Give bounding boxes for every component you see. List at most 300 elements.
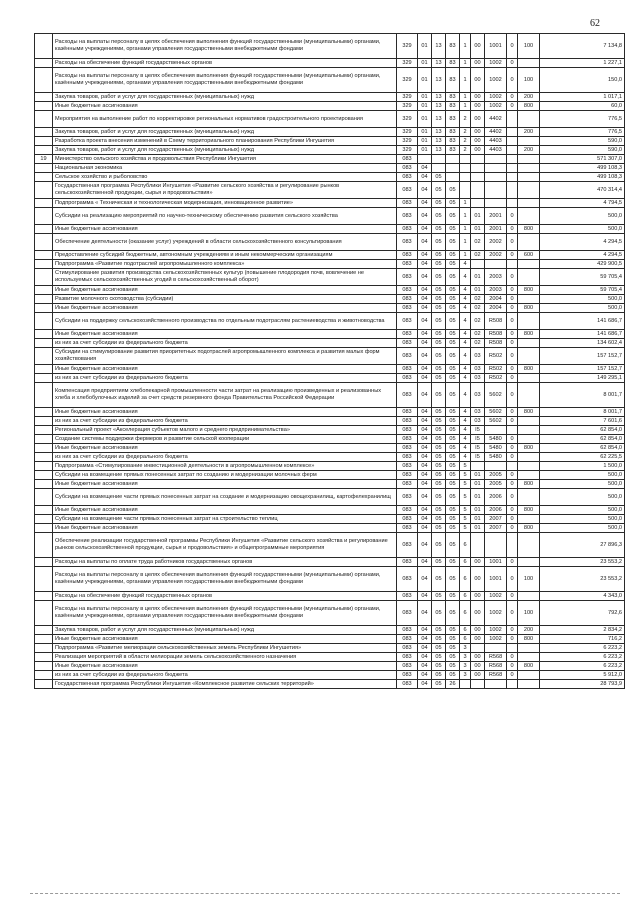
item-name: из них за счет субсидии из федерального бюджета xyxy=(53,339,397,348)
code-program: 05 xyxy=(446,471,460,480)
code-subprogram: 5 xyxy=(460,489,471,506)
code-direction: 5602 xyxy=(485,417,507,426)
code-subprogram: 4 xyxy=(460,313,471,330)
code-extra: 0 xyxy=(507,671,518,680)
code-event: 01 xyxy=(471,489,485,506)
code-expense-type xyxy=(518,558,540,567)
code-admin: 083 xyxy=(397,234,418,251)
table-row xyxy=(35,348,625,365)
code-program: 83 xyxy=(446,93,460,102)
code-subprogram: 5 xyxy=(460,471,471,480)
code-direction xyxy=(485,426,507,435)
code-subsection: 05 xyxy=(432,225,446,234)
code-extra: 0 xyxy=(507,234,518,251)
code-subprogram: 3 xyxy=(460,662,471,671)
code-program: 05 xyxy=(446,182,460,199)
code-subprogram: 1 xyxy=(460,102,471,111)
item-name: Иные бюджетные ассигнования xyxy=(53,506,397,515)
code-admin: 329 xyxy=(397,111,418,128)
code-direction: 2005 xyxy=(485,471,507,480)
code-subprogram: 4 xyxy=(460,304,471,313)
code-program: 83 xyxy=(446,59,460,68)
amount: 59 705,4 xyxy=(540,286,625,295)
code-admin: 329 xyxy=(397,137,418,146)
amount: 500,0 xyxy=(540,480,625,489)
code-extra: 0 xyxy=(507,653,518,662)
code-extra xyxy=(507,426,518,435)
code-program: 05 xyxy=(446,653,460,662)
code-section: 04 xyxy=(418,426,432,435)
code-direction xyxy=(485,164,507,173)
code-extra: 0 xyxy=(507,480,518,489)
table-row xyxy=(35,59,625,68)
code-section: 04 xyxy=(418,339,432,348)
row-index xyxy=(35,365,53,374)
table-row xyxy=(35,128,625,137)
code-event xyxy=(471,173,485,182)
code-subprogram xyxy=(460,164,471,173)
code-expense-type: 800 xyxy=(518,662,540,671)
table-row xyxy=(35,251,625,260)
code-extra xyxy=(507,533,518,558)
code-expense-type: 800 xyxy=(518,408,540,417)
item-name: Субсидии на возмещение прямых понесенных затрат по созданию и модернизации молочных ферм xyxy=(53,471,397,480)
amount: 62 225,5 xyxy=(540,453,625,462)
code-subsection: 05 xyxy=(432,592,446,601)
code-extra xyxy=(507,146,518,155)
amount: 1 500,0 xyxy=(540,462,625,471)
code-extra: 0 xyxy=(507,374,518,383)
code-subsection: 05 xyxy=(432,671,446,680)
amount: 500,0 xyxy=(540,489,625,506)
row-index xyxy=(35,680,53,689)
amount: 23 553,2 xyxy=(540,558,625,567)
table-row xyxy=(35,444,625,453)
table-row xyxy=(35,260,625,269)
code-admin: 083 xyxy=(397,435,418,444)
code-program xyxy=(446,164,460,173)
code-event: 01 xyxy=(471,269,485,286)
code-program: 05 xyxy=(446,383,460,408)
code-extra: 0 xyxy=(507,558,518,567)
code-expense-type: 800 xyxy=(518,286,540,295)
code-subsection: 13 xyxy=(432,128,446,137)
code-direction: R508 xyxy=(485,330,507,339)
row-index xyxy=(35,408,53,417)
row-index xyxy=(35,68,53,93)
code-program: 05 xyxy=(446,286,460,295)
code-subsection: 05 xyxy=(432,182,446,199)
code-extra: 0 xyxy=(507,601,518,626)
code-subprogram: 1 xyxy=(460,199,471,208)
code-subsection: 05 xyxy=(432,208,446,225)
code-expense-type xyxy=(518,489,540,506)
table-row xyxy=(35,480,625,489)
table-row xyxy=(35,671,625,680)
row-index xyxy=(35,111,53,128)
code-program: 05 xyxy=(446,671,460,680)
code-program: 83 xyxy=(446,128,460,137)
code-subprogram: 6 xyxy=(460,558,471,567)
code-event: 02 xyxy=(471,313,485,330)
code-section: 04 xyxy=(418,164,432,173)
amount: 499 108,3 xyxy=(540,173,625,182)
amount: 5 912,0 xyxy=(540,671,625,680)
item-name: Расходы на обеспечение функций государственных органов xyxy=(53,59,397,68)
code-section: 04 xyxy=(418,173,432,182)
amount: 1 227,1 xyxy=(540,59,625,68)
code-admin: 083 xyxy=(397,173,418,182)
amount: 500,0 xyxy=(540,524,625,533)
code-admin: 083 xyxy=(397,680,418,689)
code-subsection: 05 xyxy=(432,506,446,515)
code-extra: 0 xyxy=(507,295,518,304)
row-index xyxy=(35,480,53,489)
code-subsection: 05 xyxy=(432,295,446,304)
code-expense-type xyxy=(518,208,540,225)
code-expense-type xyxy=(518,348,540,365)
table-row xyxy=(35,365,625,374)
code-extra: 0 xyxy=(507,453,518,462)
code-admin: 083 xyxy=(397,374,418,383)
code-direction: 1002 xyxy=(485,601,507,626)
table-row xyxy=(35,506,625,515)
row-index xyxy=(35,635,53,644)
code-extra xyxy=(507,644,518,653)
code-subprogram: 4 xyxy=(460,444,471,453)
code-event: 00 xyxy=(471,601,485,626)
item-name: Иные бюджетные ассигнования xyxy=(53,330,397,339)
code-program: 05 xyxy=(446,453,460,462)
code-subsection: 05 xyxy=(432,480,446,489)
code-program: 05 xyxy=(446,304,460,313)
code-subsection: 05 xyxy=(432,489,446,506)
table-row xyxy=(35,408,625,417)
code-subsection: 05 xyxy=(432,567,446,592)
code-section: 04 xyxy=(418,234,432,251)
code-section: 04 xyxy=(418,635,432,644)
row-index xyxy=(35,462,53,471)
row-index xyxy=(35,515,53,524)
code-expense-type: 800 xyxy=(518,480,540,489)
amount: 62 854,0 xyxy=(540,444,625,453)
row-index xyxy=(35,626,53,635)
row-index xyxy=(35,601,53,626)
table-row xyxy=(35,68,625,93)
code-event: 00 xyxy=(471,137,485,146)
amount: 500,0 xyxy=(540,225,625,234)
code-expense-type xyxy=(518,182,540,199)
code-expense-type xyxy=(518,644,540,653)
amount: 7 601,6 xyxy=(540,417,625,426)
row-index: 19 xyxy=(35,155,53,164)
table-row xyxy=(35,102,625,111)
code-event xyxy=(471,164,485,173)
code-admin: 083 xyxy=(397,383,418,408)
code-section: 04 xyxy=(418,348,432,365)
code-subsection: 05 xyxy=(432,199,446,208)
code-event xyxy=(471,680,485,689)
table-row xyxy=(35,199,625,208)
code-extra xyxy=(507,137,518,146)
row-index xyxy=(35,662,53,671)
amount: 28 793,9 xyxy=(540,680,625,689)
code-subsection: 05 xyxy=(432,601,446,626)
code-subsection: 05 xyxy=(432,365,446,374)
code-expense-type xyxy=(518,383,540,408)
row-index xyxy=(35,644,53,653)
code-extra: 0 xyxy=(507,34,518,59)
code-direction xyxy=(485,155,507,164)
code-expense-type xyxy=(518,417,540,426)
code-direction: 2001 xyxy=(485,225,507,234)
code-direction: 1002 xyxy=(485,102,507,111)
item-name: Подпрограмма «Развитие подотраслей агропромышленного комплекса» xyxy=(53,260,397,269)
code-event: I5 xyxy=(471,444,485,453)
code-extra xyxy=(507,260,518,269)
code-admin: 083 xyxy=(397,365,418,374)
amount: 776,5 xyxy=(540,128,625,137)
code-expense-type xyxy=(518,111,540,128)
code-program: 05 xyxy=(446,462,460,471)
amount: 157 152,7 xyxy=(540,365,625,374)
code-direction: 2001 xyxy=(485,208,507,225)
item-name: Обеспечение реализации государственной программы Республики Ингушетия «Развитие сельского хозяйства и регулирование рынков сельскохозяйственной продукции, сырья и продовольствия» и общепрограммные мероприятия xyxy=(53,533,397,558)
code-admin: 083 xyxy=(397,304,418,313)
item-name: Региональный проект «Акселерация субъектов малого и среднего предпринимательства» xyxy=(53,426,397,435)
code-expense-type: 200 xyxy=(518,146,540,155)
code-expense-type xyxy=(518,515,540,524)
code-section: 04 xyxy=(418,662,432,671)
code-program: 83 xyxy=(446,111,460,128)
code-extra xyxy=(507,462,518,471)
code-subsection: 13 xyxy=(432,111,446,128)
code-expense-type: 600 xyxy=(518,251,540,260)
row-index xyxy=(35,286,53,295)
code-event xyxy=(471,199,485,208)
code-extra: 0 xyxy=(507,102,518,111)
row-index xyxy=(35,208,53,225)
item-name: Расходы на выплаты по оплате труда работников государственных органов xyxy=(53,558,397,567)
item-name: Предоставление субсидий бюджетным, автономным учреждениям и иным некоммерческим организациям xyxy=(53,251,397,260)
amount: 500,0 xyxy=(540,295,625,304)
code-program: 05 xyxy=(446,417,460,426)
code-event: 00 xyxy=(471,68,485,93)
code-direction: 1002 xyxy=(485,635,507,644)
code-event: 00 xyxy=(471,558,485,567)
code-admin: 083 xyxy=(397,480,418,489)
code-subsection: 05 xyxy=(432,626,446,635)
code-section: 04 xyxy=(418,480,432,489)
row-index xyxy=(35,374,53,383)
code-subprogram: 4 xyxy=(460,374,471,383)
code-event: 03 xyxy=(471,408,485,417)
code-subprogram: 2 xyxy=(460,128,471,137)
code-extra: 0 xyxy=(507,286,518,295)
code-section: 04 xyxy=(418,260,432,269)
code-subprogram: 5 xyxy=(460,524,471,533)
code-section: 04 xyxy=(418,225,432,234)
code-program: 05 xyxy=(446,374,460,383)
table-row xyxy=(35,567,625,592)
code-admin: 083 xyxy=(397,626,418,635)
item-name: из них за счет субсидии из федерального бюджета xyxy=(53,374,397,383)
code-direction: 1002 xyxy=(485,59,507,68)
code-subprogram: 4 xyxy=(460,339,471,348)
code-expense-type xyxy=(518,164,540,173)
code-extra: 0 xyxy=(507,567,518,592)
item-name: Мероприятия на выполнение работ по корректировке региональных нормативов градостроительного проектирования xyxy=(53,111,397,128)
row-index xyxy=(35,489,53,506)
table-row xyxy=(35,173,625,182)
row-index xyxy=(35,251,53,260)
item-name: Иные бюджетные ассигнования xyxy=(53,635,397,644)
code-subsection: 13 xyxy=(432,34,446,59)
code-direction: 4403 xyxy=(485,137,507,146)
code-event: 00 xyxy=(471,626,485,635)
code-expense-type: 800 xyxy=(518,524,540,533)
code-extra xyxy=(507,680,518,689)
code-program: 05 xyxy=(446,426,460,435)
row-index xyxy=(35,260,53,269)
code-extra: 0 xyxy=(507,68,518,93)
code-section: 04 xyxy=(418,435,432,444)
row-index xyxy=(35,173,53,182)
code-direction: 2006 xyxy=(485,489,507,506)
code-admin: 329 xyxy=(397,128,418,137)
item-name: Разработка проекта внесения изменений в Схему территориального планирования Республики Ингушетия xyxy=(53,137,397,146)
table-row xyxy=(35,524,625,533)
code-subprogram: 4 xyxy=(460,269,471,286)
amount: 7 134,8 xyxy=(540,34,625,59)
code-subprogram: 3 xyxy=(460,671,471,680)
item-name: Иные бюджетные ассигнования xyxy=(53,304,397,313)
code-section: 01 xyxy=(418,128,432,137)
code-section: 04 xyxy=(418,182,432,199)
row-index xyxy=(35,128,53,137)
code-direction: 1002 xyxy=(485,592,507,601)
amount: 6 223,2 xyxy=(540,662,625,671)
code-direction xyxy=(485,533,507,558)
code-direction: 2003 xyxy=(485,269,507,286)
code-event: 00 xyxy=(471,635,485,644)
table-row xyxy=(35,208,625,225)
item-name: Обеспечение деятельности (оказание услуг) учреждений в области сельскохозяйственного консультирования xyxy=(53,234,397,251)
code-direction: R568 xyxy=(485,662,507,671)
table-row xyxy=(35,644,625,653)
amount: 141 686,7 xyxy=(540,330,625,339)
amount: 1 017,1 xyxy=(540,93,625,102)
code-section: 04 xyxy=(418,199,432,208)
code-direction: 5602 xyxy=(485,408,507,417)
code-subprogram: 2 xyxy=(460,146,471,155)
code-event: 00 xyxy=(471,111,485,128)
code-program: 83 xyxy=(446,102,460,111)
code-subsection: 05 xyxy=(432,348,446,365)
row-index xyxy=(35,164,53,173)
row-index xyxy=(35,506,53,515)
code-section: 04 xyxy=(418,417,432,426)
code-subprogram: 5 xyxy=(460,480,471,489)
code-expense-type: 200 xyxy=(518,93,540,102)
table-row xyxy=(35,269,625,286)
table-row xyxy=(35,304,625,313)
code-event: 01 xyxy=(471,515,485,524)
code-direction: 1002 xyxy=(485,68,507,93)
item-name: Закупка товаров, работ и услуг для государственных (муниципальных) нужд xyxy=(53,146,397,155)
row-index xyxy=(35,269,53,286)
code-section xyxy=(418,155,432,164)
code-expense-type: 800 xyxy=(518,225,540,234)
code-admin: 083 xyxy=(397,524,418,533)
row-index xyxy=(35,339,53,348)
code-direction: 2004 xyxy=(485,295,507,304)
code-expense-type xyxy=(518,295,540,304)
amount: 141 686,7 xyxy=(540,313,625,330)
item-name: из них за счет субсидии из федерального бюджета xyxy=(53,671,397,680)
code-subsection: 05 xyxy=(432,533,446,558)
code-section: 04 xyxy=(418,462,432,471)
code-subprogram: 6 xyxy=(460,635,471,644)
code-direction: R502 xyxy=(485,348,507,365)
item-name: Национальная экономика xyxy=(53,164,397,173)
code-extra: 0 xyxy=(507,330,518,339)
code-expense-type xyxy=(518,471,540,480)
code-event xyxy=(471,260,485,269)
code-subsection: 05 xyxy=(432,374,446,383)
code-expense-type xyxy=(518,234,540,251)
item-name: Расходы на обеспечение функций государственных органов xyxy=(53,592,397,601)
table-row xyxy=(35,558,625,567)
code-direction: 5480 xyxy=(485,444,507,453)
code-subsection xyxy=(432,164,446,173)
table-row xyxy=(35,653,625,662)
code-direction xyxy=(485,680,507,689)
code-program: 05 xyxy=(446,601,460,626)
code-subprogram: 5 xyxy=(460,462,471,471)
row-index xyxy=(35,471,53,480)
code-section: 04 xyxy=(418,515,432,524)
code-subsection: 05 xyxy=(432,286,446,295)
code-program: 05 xyxy=(446,635,460,644)
code-expense-type xyxy=(518,374,540,383)
code-subsection: 05 xyxy=(432,173,446,182)
code-event: 00 xyxy=(471,34,485,59)
code-admin: 083 xyxy=(397,182,418,199)
code-subprogram: 6 xyxy=(460,533,471,558)
code-expense-type xyxy=(518,426,540,435)
code-section: 04 xyxy=(418,269,432,286)
amount: 470 314,4 xyxy=(540,182,625,199)
code-section: 04 xyxy=(418,295,432,304)
code-subprogram xyxy=(460,680,471,689)
item-name: Расходы на выплаты персоналу в целях обеспечения выполнения функций государственными (муниципальными) органами, казёнными учреждениями, органами управления государственными внебюджетными фондами xyxy=(53,34,397,59)
code-expense-type xyxy=(518,260,540,269)
code-extra: 0 xyxy=(507,417,518,426)
code-admin: 083 xyxy=(397,558,418,567)
code-subprogram: 2 xyxy=(460,137,471,146)
code-subprogram: 4 xyxy=(460,330,471,339)
table-row xyxy=(35,182,625,199)
code-direction: 5480 xyxy=(485,435,507,444)
amount: 4 343,0 xyxy=(540,592,625,601)
code-extra: 0 xyxy=(507,506,518,515)
row-index xyxy=(35,295,53,304)
code-extra xyxy=(507,155,518,164)
code-event xyxy=(471,644,485,653)
amount: 429 900,5 xyxy=(540,260,625,269)
code-admin: 083 xyxy=(397,515,418,524)
